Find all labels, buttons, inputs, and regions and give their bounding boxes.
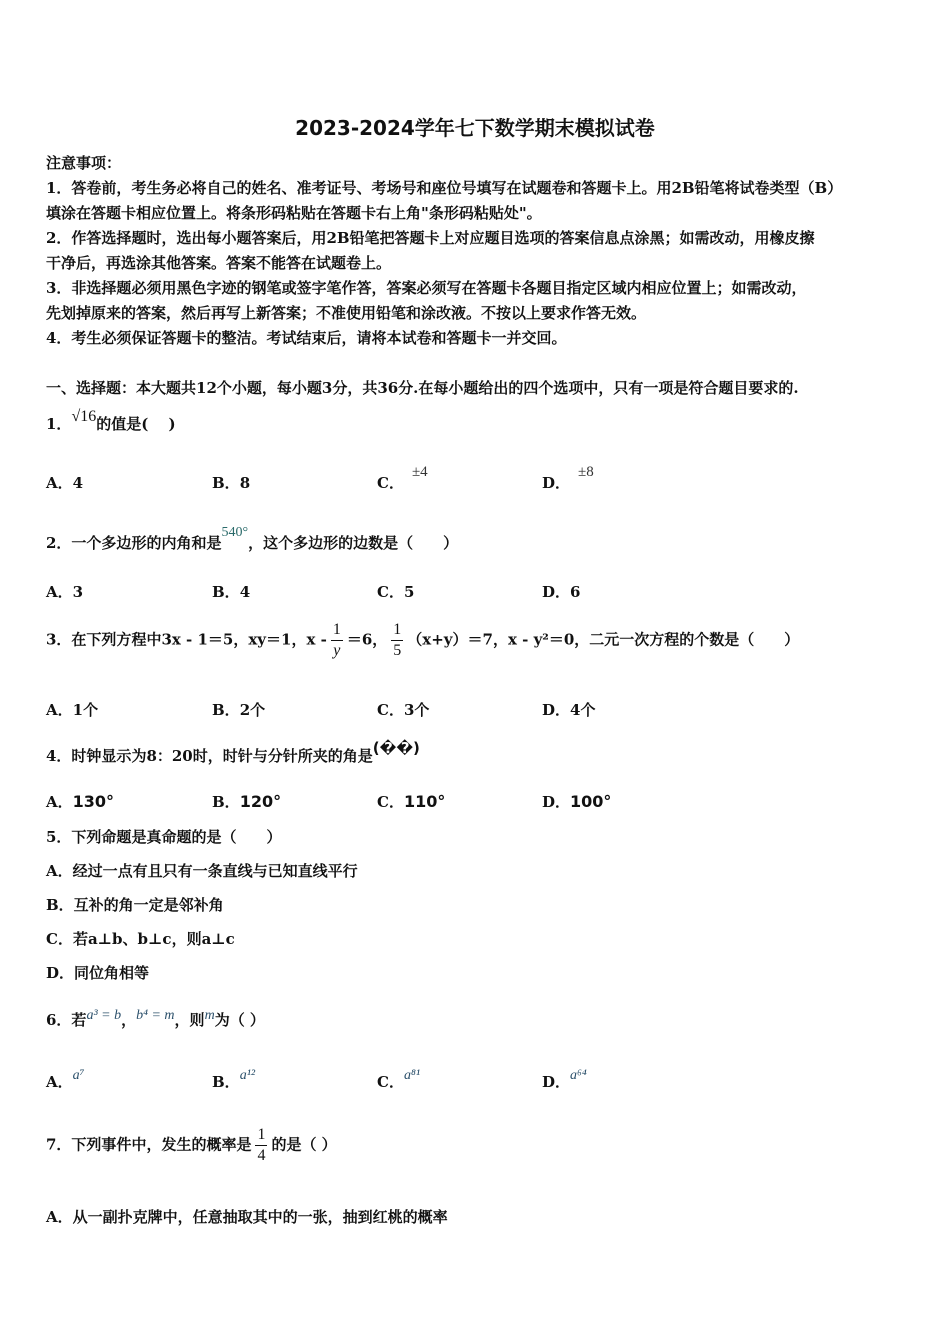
question-2 [46, 525, 459, 553]
option-a: A．130° [46, 792, 115, 811]
option-d: D．100° [542, 792, 612, 811]
equation: b⁴ = m [136, 1008, 175, 1023]
option-b: B．120° [212, 792, 282, 811]
question-1 [46, 408, 176, 434]
sqrt-expression: √16 [71, 408, 97, 425]
option-c: C．5 [377, 583, 415, 601]
question-text: 的值是( ) [96, 415, 176, 433]
option-b: B．2个 [212, 701, 266, 719]
option-c: C．110° [377, 792, 446, 811]
option-b: B．a¹² [212, 1068, 256, 1091]
option-d: D．6 [542, 583, 581, 601]
fraction: $\frac{1}{5}$ [393, 621, 402, 659]
question-text: ，这个多边形的边数是（ ） [248, 534, 459, 552]
notice-line: 干净后，再选涂其他答案。答案不能答在试题卷上。 [46, 254, 392, 272]
notice-line: 先划掉原来的答案，然后再写上新答案；不准使用铅笔和涂改液。不按以上要求作答无效。 [46, 304, 647, 322]
option-d: D．a⁶⁴ [542, 1068, 587, 1091]
notice-line: 3．非选择题必须用黑色字迹的钢笔或签字笔作答，答案必须写在答题卡各题目指定区域内相应位置上；如需改动， [46, 279, 807, 297]
question-text: 4．时钟显示为8：20时，时针与分针所夹的角是 [46, 747, 373, 765]
equation: a³ = b [86, 1008, 122, 1023]
option-b: B．8 [212, 474, 251, 492]
option-a: A．4 [46, 474, 84, 492]
option-b: B．互补的角一定是邻补角 [46, 896, 224, 914]
option-a: A．a⁷ [46, 1068, 85, 1091]
question-text: 3．在下列方程中3x - 1＝5，xy＝1，x - [46, 630, 327, 649]
notice-heading: 注意事项： [46, 154, 122, 172]
fraction: $\frac{1}{4}$ [257, 1126, 266, 1164]
option-c: C．±4 [377, 464, 428, 492]
option-a: A．从一副扑克牌中，任意抽取其中的一张，抽到红桃的概率 [46, 1208, 448, 1226]
question-4 [46, 739, 420, 766]
option-d: D．±8 [542, 464, 594, 492]
notice-line: 填涂在答题卡相应位置上。将条形码粘贴在答题卡右上角"条形码粘贴处"。 [46, 204, 542, 222]
angle-value: 540° [221, 525, 249, 540]
option-d: D．同位角相等 [46, 964, 150, 982]
question-number: 1． [46, 415, 72, 433]
option-b: B．4 [212, 583, 251, 601]
question-7: 7．下列事件中，发生的概率是 $\frac{1}{4}$ 的是（ ） [46, 1126, 337, 1164]
option-c: C．若a⊥b、b⊥c，则a⊥c [46, 930, 235, 948]
option-c: C．3个 [377, 701, 430, 719]
question-text: 2．一个多边形的内角和是 [46, 534, 222, 552]
question-tail: (��) [372, 739, 420, 757]
option-a: A．1个 [46, 701, 99, 719]
section-heading: 一、选择题：本大题共12个小题，每小题3分，共36分.在每小题给出的四个选项中，只有一项是符合题目要求的. [46, 379, 799, 397]
question-3: 3．在下列方程中3x - 1＝5，xy＝1，x - $\frac{1}{y}$ ＝6， $\frac{1}{5}$ （x+y）＝7，x - y²＝0，二元一次方程的个数是（ ） [46, 621, 800, 659]
question-6: 6．若a³ = b，b⁴ = m，则m为（ ） [46, 1008, 265, 1029]
notice-line: 2．作答选择题时，选出每小题答案后，用2B铅笔把答题卡上对应题目选项的答案信息点涂黑；如需改动，用橡皮擦 [46, 229, 815, 247]
page-title: 2023-2024学年七下数学期末模拟试卷 [295, 116, 655, 140]
option-c: C．a⁸¹ [377, 1068, 421, 1091]
option-a: A．3 [46, 583, 84, 601]
variable: m [204, 1008, 215, 1023]
notice-line: 1．答卷前，考生务必将自己的姓名、准考证号、考场号和座位号填写在试题卷和答题卡上。用2B铅笔将试卷类型（B） [46, 179, 843, 197]
option-d: D．4个 [542, 701, 596, 719]
fraction: $\frac{1}{y}$ [332, 621, 341, 659]
question-5: 5．下列命题是真命题的是（ ） [46, 828, 282, 846]
notice-line: 4．考生必须保证答题卡的整洁。考试结束后，请将本试卷和答题卡一并交回。 [46, 329, 567, 347]
option-a: A．经过一点有且只有一条直线与已知直线平行 [46, 862, 358, 880]
question-text: （x+y）＝7，x - y²＝0，二元一次方程的个数是（ ） [407, 630, 800, 649]
